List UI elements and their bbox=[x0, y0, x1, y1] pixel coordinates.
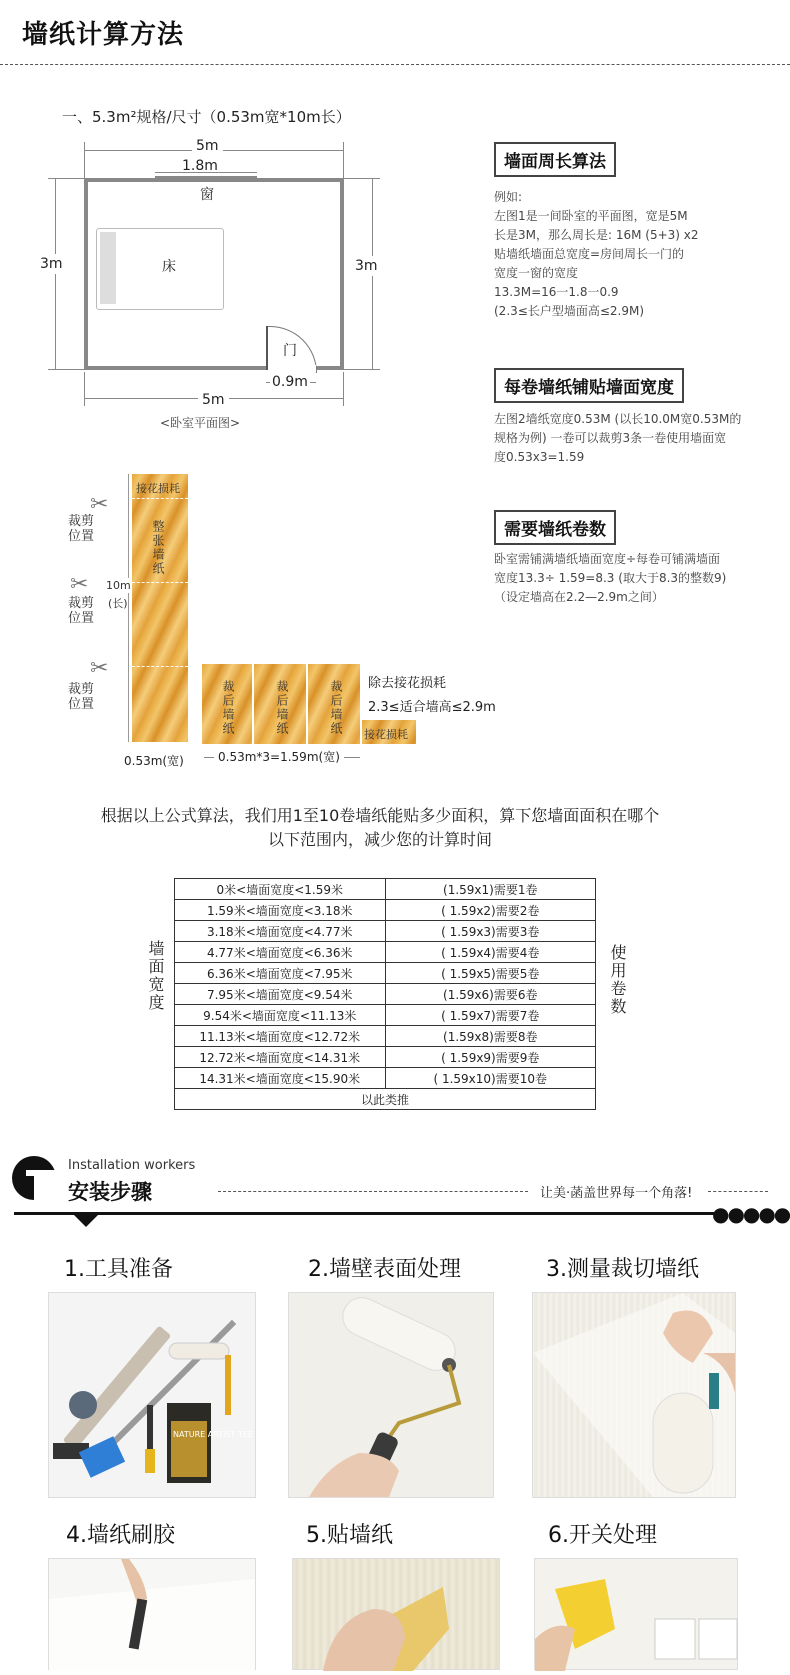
cut-position-label: 裁剪位置 bbox=[68, 596, 95, 626]
wall-width-range: 6.36米<墙面宽度<7.95米 bbox=[175, 963, 386, 984]
dim-line-window bbox=[155, 172, 257, 173]
desc-line: 左图1是一间卧室的平面图，宽是5M bbox=[494, 209, 688, 223]
remove-loss-label: 除去接花损耗 bbox=[368, 676, 447, 691]
door-label: 门 bbox=[283, 343, 297, 359]
dim-tick bbox=[84, 372, 85, 406]
door-gap bbox=[266, 365, 316, 371]
desc-line: 宽度一窗的宽度 bbox=[494, 266, 579, 280]
desc-line: 13.3M=16一1.8一0.9 bbox=[494, 285, 619, 299]
table-row bbox=[175, 879, 596, 900]
window-label: 窗 bbox=[200, 187, 214, 203]
desc-line: （设定墙高在2.2—2.9m之间） bbox=[494, 590, 664, 604]
summary-line: 以下范围内，减少您的计算时间 bbox=[267, 830, 492, 849]
wall-width-range: 1.59米<墙面宽度<3.18米 bbox=[175, 900, 386, 921]
wall-width-range: 9.54米<墙面宽度<11.13米 bbox=[175, 1005, 386, 1026]
rolls-needed: ( 1.59x9)需要9卷 bbox=[385, 1047, 596, 1068]
floor-plan-caption: <卧室平面图> bbox=[160, 416, 241, 430]
photo-tools bbox=[48, 1292, 285, 1498]
cut-line bbox=[132, 498, 188, 499]
step-3-title: 3.测量裁切墙纸 bbox=[546, 1257, 699, 1282]
scissors-icon: ✂ bbox=[90, 492, 109, 517]
tools-illustration bbox=[49, 1293, 285, 1497]
desc-line: 度0.53x3=1.59 bbox=[494, 450, 585, 464]
dots-decoration: ●●●●● bbox=[712, 1202, 790, 1226]
dim-bottom-label: 5m bbox=[198, 392, 229, 408]
whole-roll-label: 整张墙纸 bbox=[151, 520, 165, 576]
cut-piece-label: 裁后墙纸 bbox=[275, 680, 289, 736]
desc-line: 例如: bbox=[494, 190, 523, 204]
table-row bbox=[175, 1089, 596, 1110]
table-row bbox=[175, 1047, 596, 1068]
dim-door-label: 0.9m bbox=[272, 374, 308, 390]
step-2-title: 2.墙壁表面处理 bbox=[308, 1257, 461, 1282]
rolls-needed: ( 1.59x5)需要5卷 bbox=[385, 963, 596, 984]
desc-line: 贴墙纸墙面总宽度=房间周长一门的 bbox=[494, 247, 685, 261]
divider bbox=[218, 1191, 528, 1192]
cut-position-label: 裁剪位置 bbox=[68, 682, 95, 712]
table-left-label: 墙面宽度 bbox=[146, 940, 165, 1012]
wall-width-range: 7.95米<墙面宽度<9.54米 bbox=[175, 984, 386, 1005]
rolls-needed: ( 1.59x7)需要7卷 bbox=[385, 1005, 596, 1026]
dim-left-label: 3m bbox=[40, 256, 63, 272]
rolls-needed: ( 1.59x3)需要3卷 bbox=[385, 921, 596, 942]
cut-position-label: 裁剪位置 bbox=[68, 514, 95, 544]
roller-illustration bbox=[289, 1293, 493, 1497]
table-row bbox=[175, 963, 596, 984]
step-5-title: 5.贴墙纸 bbox=[306, 1523, 393, 1548]
photo-measure-cut bbox=[532, 1292, 736, 1498]
desc-line: 宽度13.3÷ 1.59=8.3 (取大于8.3的整数9) bbox=[494, 571, 727, 585]
dim-tick bbox=[48, 178, 84, 179]
table-right-label: 使用卷数 bbox=[608, 944, 627, 1016]
rolls-needed-desc bbox=[494, 550, 784, 607]
width-per-roll-title: 每卷墙纸铺贴墙面宽度 bbox=[494, 368, 684, 403]
photo-wall-prep bbox=[288, 1292, 494, 1498]
desc-line: 卧室需铺满墙纸墙面宽度÷每卷可铺满墙面 bbox=[494, 552, 721, 566]
desc-line: 规格为例) 一卷可以裁剪3条一卷使用墙面宽 bbox=[494, 431, 727, 445]
window-mark bbox=[155, 176, 257, 182]
dim-tick bbox=[343, 142, 344, 178]
rolls-needed: ( 1.59x2)需要2卷 bbox=[385, 900, 596, 921]
rolls-needed: ( 1.59x10)需要10卷 bbox=[385, 1068, 596, 1089]
wall-width-range: 4.77米<墙面宽度<6.36米 bbox=[175, 942, 386, 963]
table-row bbox=[175, 900, 596, 921]
perimeter-desc bbox=[494, 188, 764, 321]
dim-tick bbox=[84, 142, 85, 178]
install-zh-title: 安装步骤 bbox=[68, 1180, 152, 1204]
photo-apply-wallpaper bbox=[292, 1558, 500, 1670]
wall-width-range: 0米<墙面宽度<1.59米 bbox=[175, 879, 386, 900]
dim-top-label: 5m bbox=[192, 138, 223, 154]
dim-right-label: 3m bbox=[355, 258, 378, 274]
divider bbox=[0, 64, 790, 65]
wall-width-range: 14.31米<墙面宽度<15.90米 bbox=[175, 1068, 386, 1089]
step-6-title: 6.开关处理 bbox=[548, 1523, 657, 1548]
length-line bbox=[128, 474, 129, 742]
header-notch bbox=[72, 1213, 100, 1227]
bed-label: 床 bbox=[162, 259, 176, 275]
summary-text bbox=[60, 804, 700, 852]
scissors-icon: ✂ bbox=[90, 656, 109, 681]
roll-calc-table bbox=[174, 878, 596, 1110]
table-row bbox=[175, 984, 596, 1005]
joint-loss-label: 接花损耗 bbox=[136, 482, 180, 495]
cut-piece-label: 裁后墙纸 bbox=[221, 680, 235, 736]
cutting-illustration bbox=[533, 1293, 735, 1497]
suit-height-label: 2.3≤适合墙高≤2.9m bbox=[368, 700, 496, 715]
table-row bbox=[175, 1068, 596, 1089]
rolls-needed: (1.59x6)需要6卷 bbox=[385, 984, 596, 1005]
slogan: 让美·菡盖世界每一个角落! bbox=[540, 1186, 693, 1201]
brand-logo-icon bbox=[12, 1156, 56, 1200]
section-heading: 一、5.3m²规格/尺寸（0.53m宽*10m长） bbox=[62, 108, 351, 126]
dim-tick bbox=[343, 372, 344, 406]
rolls-needed: (1.59x1)需要1卷 bbox=[385, 879, 596, 900]
dim-tick bbox=[344, 369, 380, 370]
table-row bbox=[175, 1005, 596, 1026]
desc-line: 左图2墙纸宽度0.53M (以长10.0M宽0.53M的 bbox=[494, 412, 742, 426]
cut-line bbox=[132, 666, 188, 667]
total-width-label: 0.53m*3=1.59m(宽) bbox=[214, 748, 344, 765]
roll-width-label: 0.53m(宽) bbox=[124, 754, 184, 768]
page-title: 墙纸计算方法 bbox=[22, 20, 185, 50]
package-text: NATURE ARTIST TEE COMET bbox=[173, 1430, 285, 1439]
joint-loss-label: 接花损耗 bbox=[364, 728, 408, 741]
glue-illustration bbox=[49, 1559, 255, 1671]
wall-width-range: 3.18米<墙面宽度<4.77米 bbox=[175, 921, 386, 942]
photo-glue-brush bbox=[48, 1558, 256, 1670]
wall-width-range: 12.72米<墙面宽度<14.31米 bbox=[175, 1047, 386, 1068]
dim-window-label: 1.8m bbox=[182, 158, 218, 174]
step-1-title: 1.工具准备 bbox=[64, 1257, 173, 1282]
header-rule bbox=[14, 1212, 714, 1215]
switch-illustration bbox=[535, 1559, 737, 1671]
table-row bbox=[175, 1026, 596, 1047]
rolls-needed-title: 需要墙纸卷数 bbox=[494, 510, 616, 545]
rolls-needed: ( 1.59x4)需要4卷 bbox=[385, 942, 596, 963]
length-label: 10m bbox=[106, 579, 131, 592]
table-row bbox=[175, 942, 596, 963]
pillow bbox=[100, 232, 116, 304]
photo-switch bbox=[534, 1558, 738, 1670]
dim-tick bbox=[48, 369, 84, 370]
desc-line: 长是3M，那么周长是: 16M (5+3) x2 bbox=[494, 228, 699, 242]
perimeter-title: 墙面周长算法 bbox=[494, 142, 616, 177]
table-footer: 以此类推 bbox=[175, 1089, 596, 1110]
width-per-roll-desc bbox=[494, 410, 784, 467]
length-note: (长) bbox=[108, 597, 128, 610]
summary-line: 根据以上公式算法，我们用1至10卷墙纸能贴多少面积，算下您墙面面积在哪个 bbox=[100, 806, 660, 825]
step-4-title: 4.墙纸刷胶 bbox=[66, 1523, 175, 1548]
table-row bbox=[175, 921, 596, 942]
desc-line: (2.3≤长户型墙面高≤2.9M) bbox=[494, 304, 644, 318]
divider bbox=[708, 1191, 768, 1192]
door-leaf bbox=[266, 326, 268, 370]
wall-width-range: 11.13米<墙面宽度<12.72米 bbox=[175, 1026, 386, 1047]
dim-line-left bbox=[55, 178, 56, 370]
rolls-needed: (1.59x8)需要8卷 bbox=[385, 1026, 596, 1047]
wallpaper-roll bbox=[132, 474, 188, 742]
scissors-icon: ✂ bbox=[70, 572, 89, 597]
apply-illustration bbox=[293, 1559, 499, 1671]
dim-tick bbox=[344, 178, 380, 179]
cut-piece-label: 裁后墙纸 bbox=[329, 680, 343, 736]
cut-line bbox=[132, 582, 188, 583]
install-en-title: Installation workers bbox=[68, 1158, 196, 1173]
